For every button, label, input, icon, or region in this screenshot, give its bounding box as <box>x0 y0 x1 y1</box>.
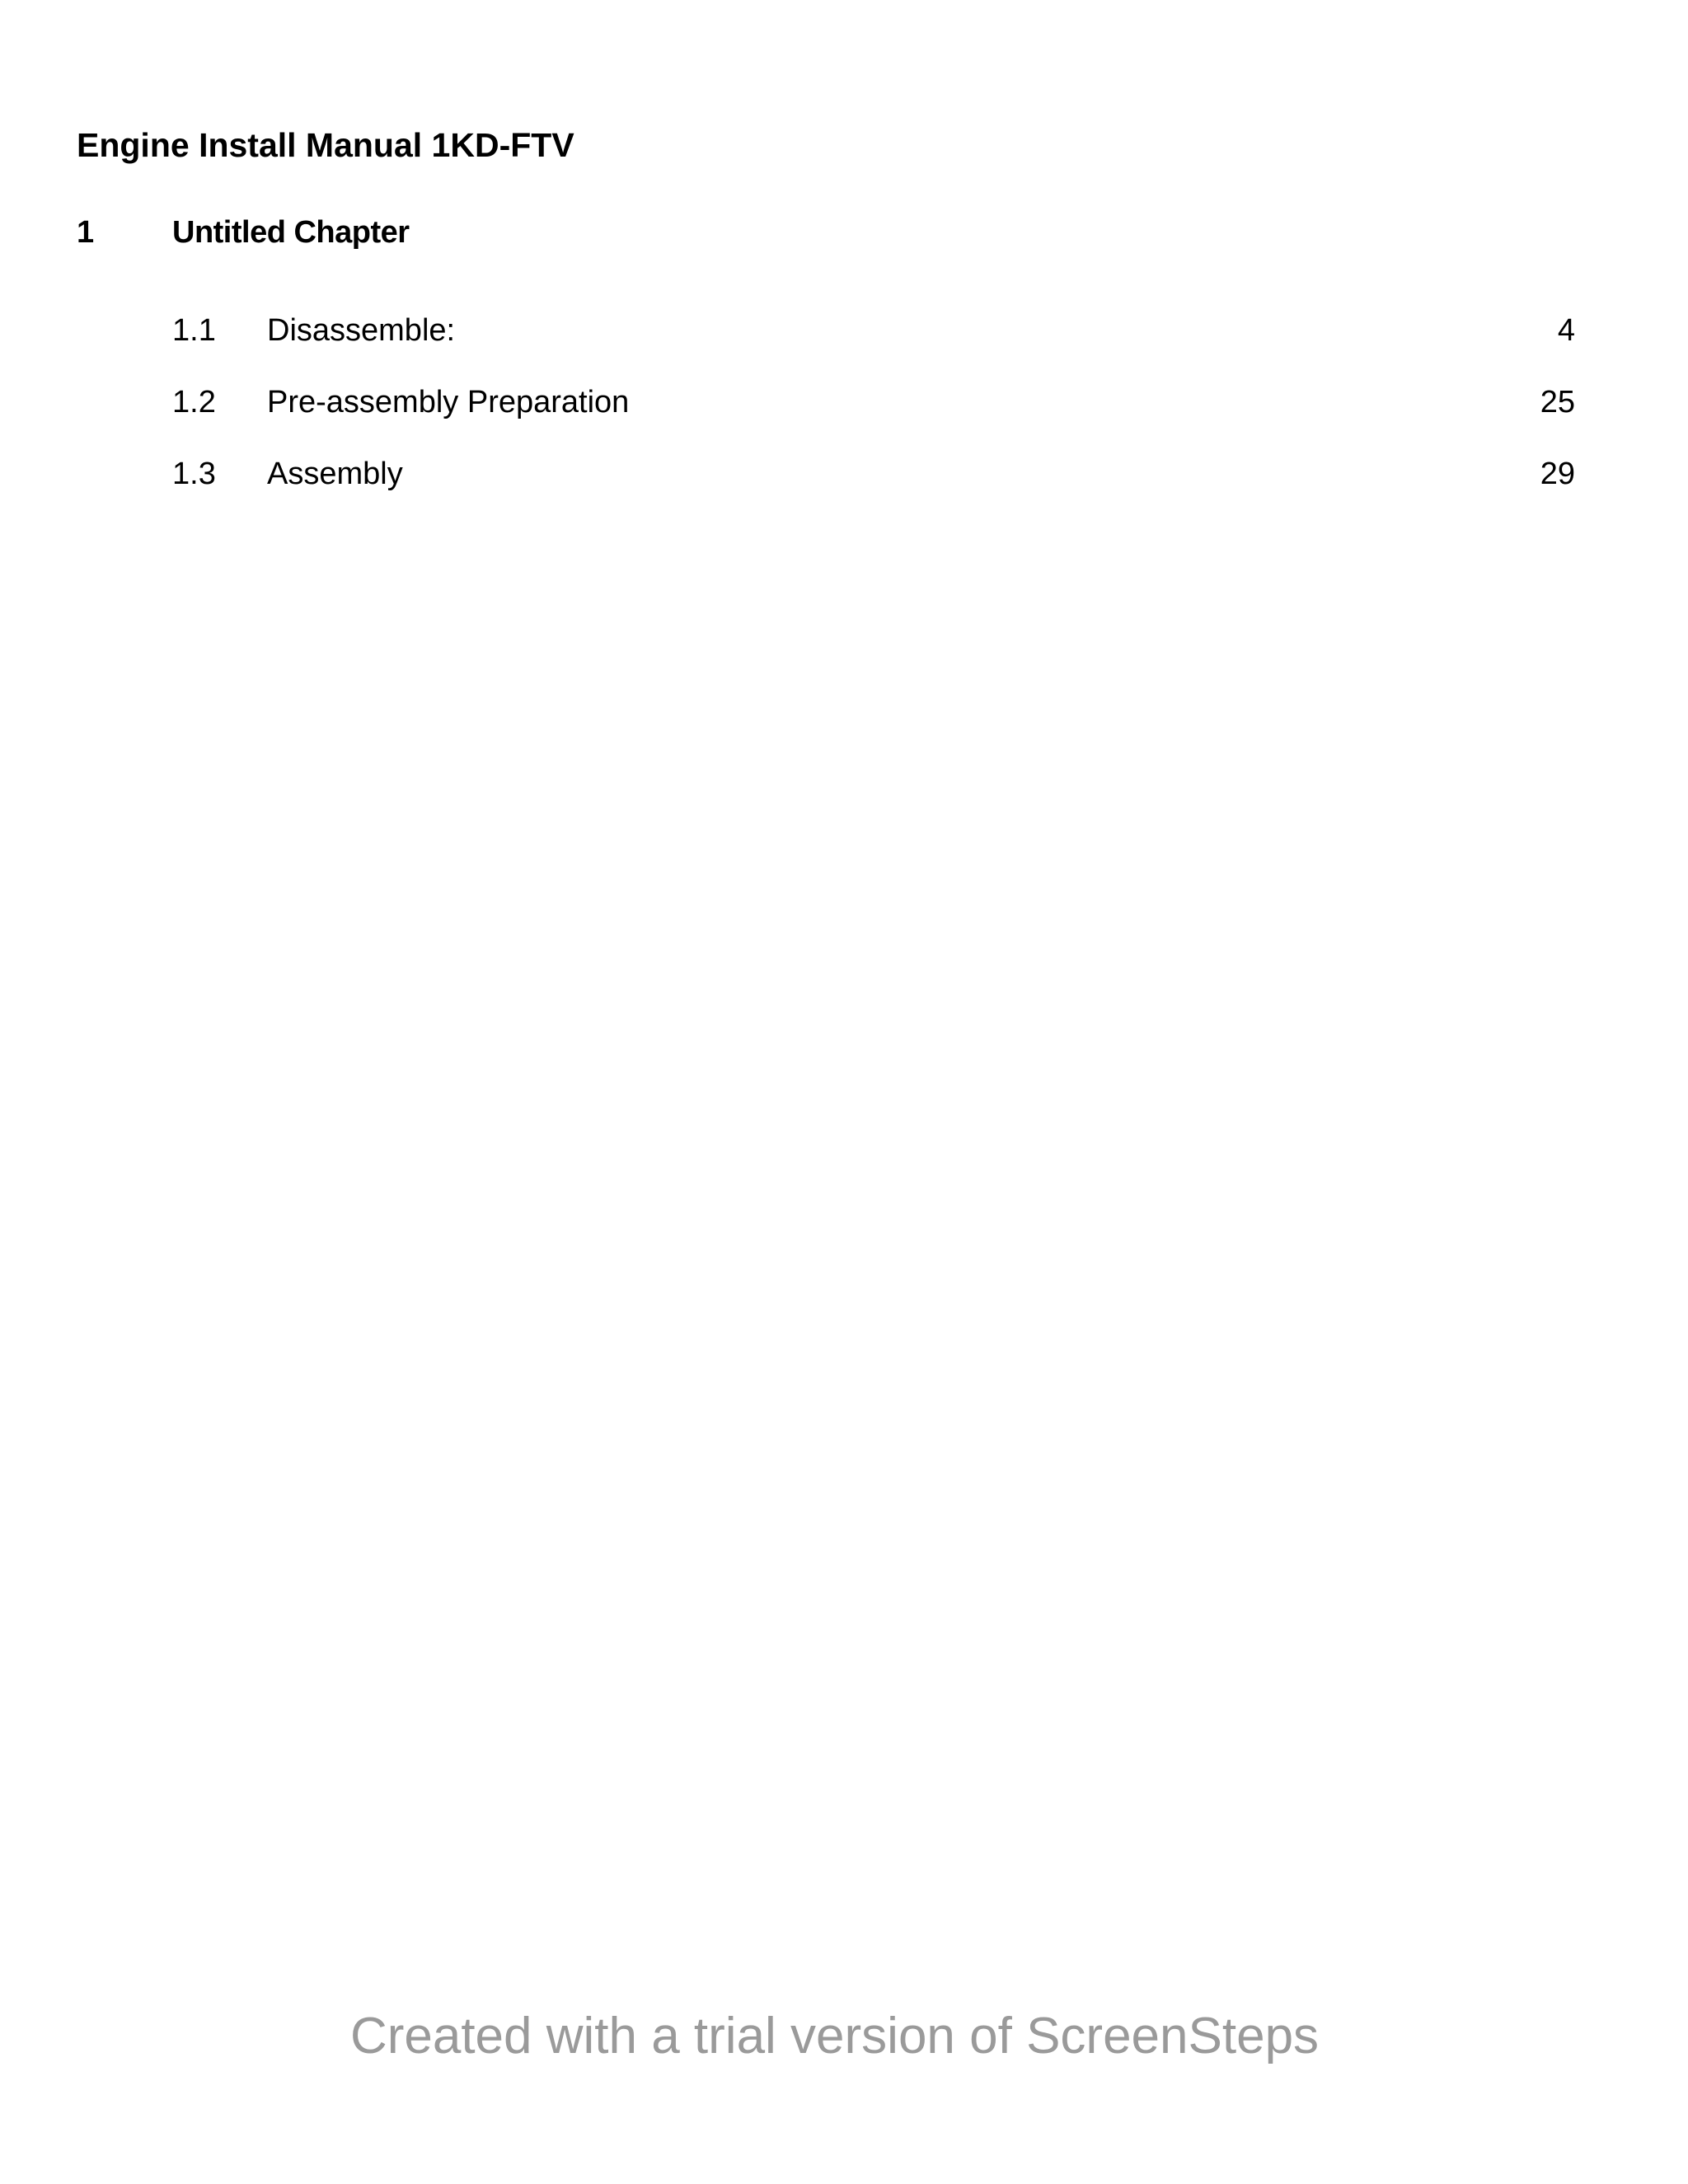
toc-entry-page[interactable]: 29 <box>1540 457 1575 491</box>
toc-entry-page[interactable]: 4 <box>1557 313 1575 348</box>
toc-entry-pre-assembly-preparation[interactable] <box>172 387 1575 458</box>
toc-entry-number: 1.3 <box>172 457 216 491</box>
toc-entry-disassemble[interactable] <box>172 315 1575 387</box>
toc-entry-title[interactable]: Pre-assembly Preparation <box>267 385 630 419</box>
toc-entry-number: 1.2 <box>172 385 216 419</box>
table-of-contents <box>172 315 1575 530</box>
chapter-title: Untitled Chapter <box>172 215 410 250</box>
toc-entry-title[interactable]: Disassemble: <box>267 313 456 348</box>
toc-entry-title[interactable]: Assembly <box>267 457 403 491</box>
trial-watermark: Created with a trial version of ScreenSteps <box>349 2008 1320 2064</box>
toc-entry-number: 1.1 <box>172 313 216 348</box>
chapter-number: 1 <box>77 215 95 250</box>
document-title: Engine Install Manual 1KD-FTV <box>77 126 574 164</box>
chapter-heading <box>77 217 1611 258</box>
toc-entry-assembly[interactable] <box>172 458 1575 530</box>
toc-entry-page[interactable]: 25 <box>1540 385 1575 419</box>
